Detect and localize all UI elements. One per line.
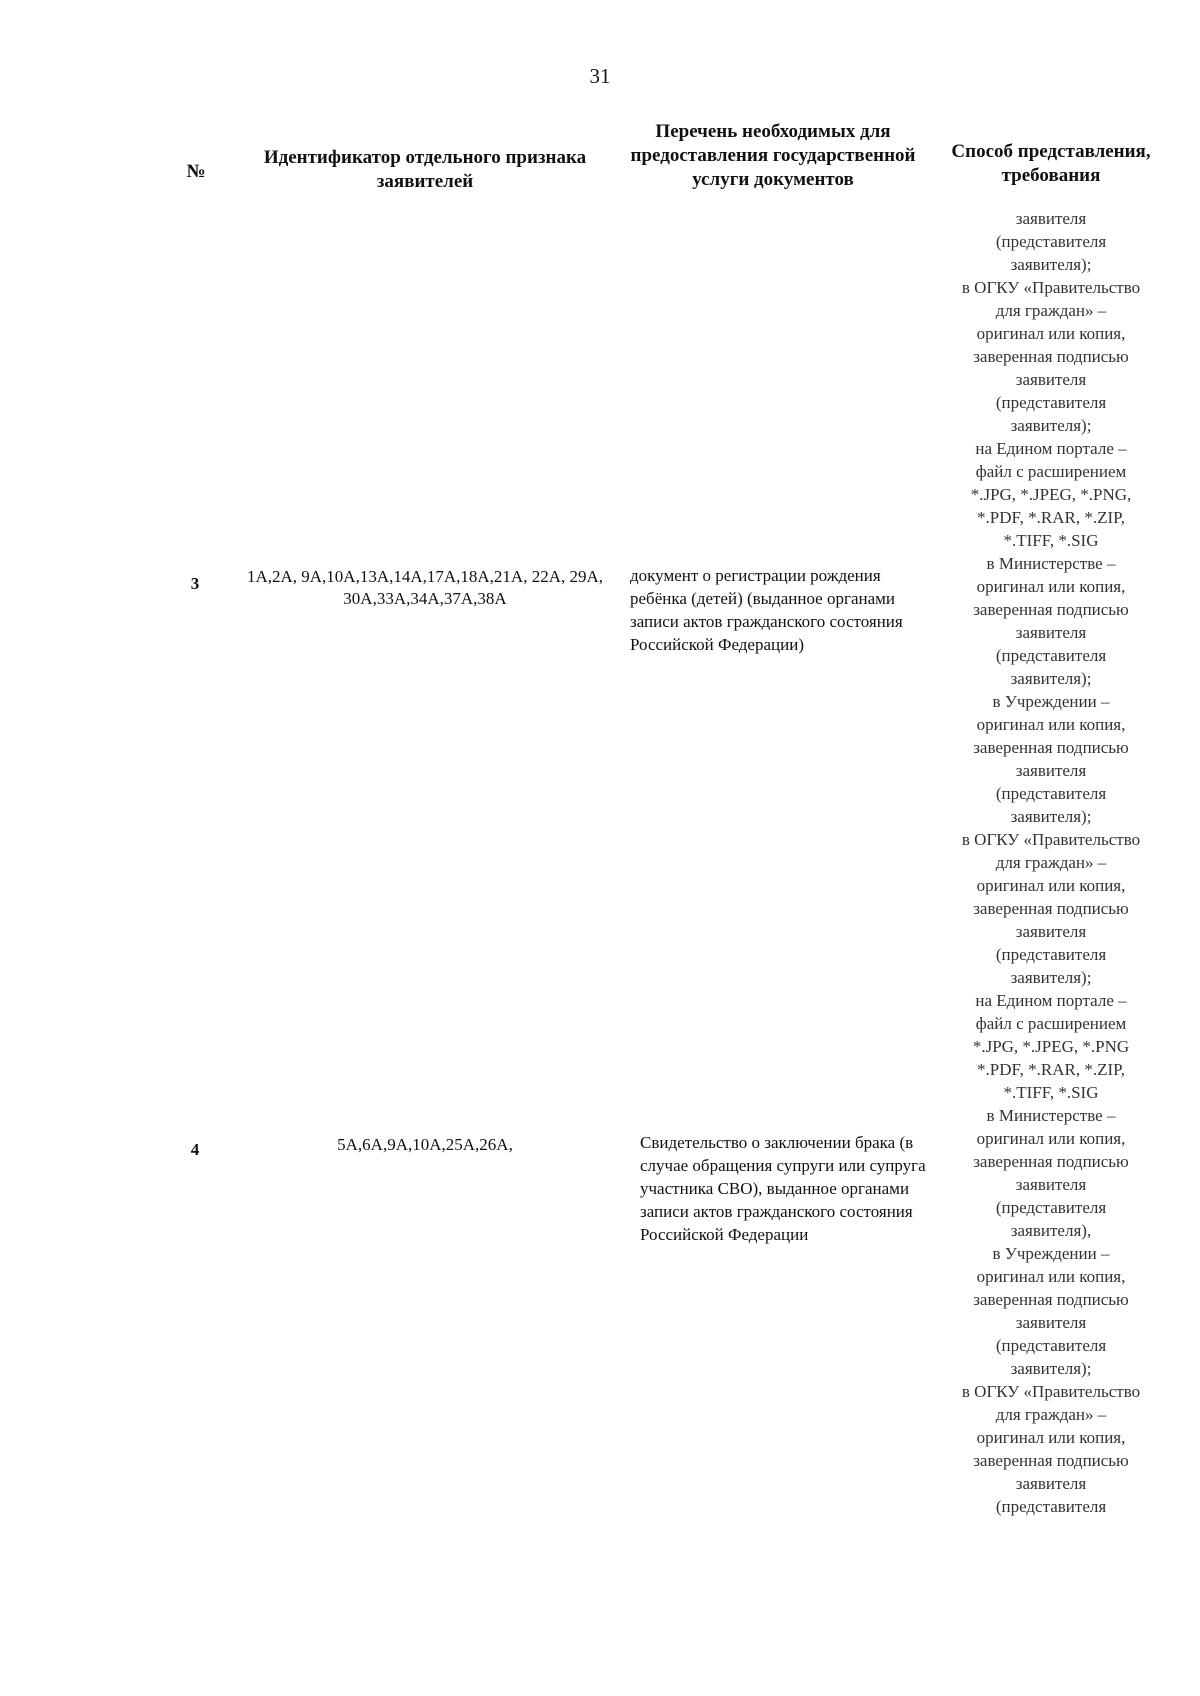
- method-line: в ОГКУ «Правительство: [961, 1382, 1141, 1401]
- method-line: заявителя: [1015, 1474, 1087, 1493]
- method-column: [930, 207, 1172, 1518]
- row-3-document: документ о регистрации рождения ребёнка (детей) (выданное органами записи актов гражданского состояния Российской Федерации): [630, 566, 903, 654]
- method-line: заявителя);: [1010, 1359, 1092, 1378]
- method-line: *.PDF, *.RAR, *.ZIP,: [977, 1060, 1125, 1079]
- method-line: (представителя: [995, 945, 1107, 964]
- method-line: заявителя);: [1010, 807, 1092, 826]
- method-line: заверенная подписью: [973, 1451, 1129, 1470]
- method-line: оригинал или копия,: [976, 1428, 1126, 1447]
- method-line: заверенная подписью: [973, 600, 1129, 619]
- method-line: в Министерстве –: [986, 554, 1116, 573]
- method-line: (представителя: [995, 1198, 1107, 1217]
- method-line: в Учреждении –: [992, 1244, 1110, 1263]
- method-line: на Едином портале –: [975, 991, 1127, 1010]
- method-line: *.JPG, *.JPEG, *.PNG,: [970, 485, 1132, 504]
- method-line: оригинал или копия,: [976, 324, 1126, 343]
- method-line: в ОГКУ «Правительство: [961, 830, 1141, 849]
- header-method: Способ представления, требования: [951, 141, 1151, 186]
- header-no: №: [186, 161, 206, 182]
- method-line: заявителя: [1015, 1175, 1087, 1194]
- method-line: для граждан» –: [995, 1405, 1107, 1424]
- row-4-number: 4: [190, 1140, 200, 1159]
- method-line: в Министерстве –: [986, 1106, 1116, 1125]
- method-line: заявителя: [1015, 761, 1087, 780]
- method-line: заверенная подписью: [973, 1290, 1129, 1309]
- method-line: (представителя: [995, 784, 1107, 803]
- method-line: для граждан» –: [995, 853, 1107, 872]
- method-line: заявителя: [1015, 209, 1087, 228]
- header-documents: Перечень необходимых для предоставления государственной услуги документов: [630, 121, 916, 190]
- method-line: заявителя: [1015, 370, 1087, 389]
- method-line: (представителя: [995, 393, 1107, 412]
- method-line: заявителя: [1015, 922, 1087, 941]
- method-line: заявителя);: [1010, 416, 1092, 435]
- method-line: *.PDF, *.RAR, *.ZIP,: [977, 508, 1125, 527]
- row-3-identifier: 1А,2А, 9А,10А,13А,14А,17А,18А,21А, 22А, 29А, 30А,33А,34А,37А,38А: [246, 567, 604, 608]
- method-line: (представителя: [995, 232, 1107, 251]
- method-line: (представителя: [995, 1497, 1107, 1516]
- method-line: *.TIFF, *.SIG: [1003, 1083, 1099, 1102]
- method-line: оригинал или копия,: [976, 577, 1126, 596]
- method-line: заявителя: [1015, 1313, 1087, 1332]
- method-line: для граждан» –: [995, 301, 1107, 320]
- method-line: в Учреждении –: [992, 692, 1110, 711]
- method-line: заявителя);: [1010, 255, 1092, 274]
- method-line: (представителя: [995, 646, 1107, 665]
- row-3-number: 3: [190, 574, 200, 593]
- method-line: заверенная подписью: [973, 899, 1129, 918]
- method-line: в ОГКУ «Правительство: [961, 278, 1141, 297]
- method-line: заявителя);: [1010, 669, 1092, 688]
- method-line: оригинал или копия,: [976, 1267, 1126, 1286]
- row-4-identifier: 5А,6А,9А,10А,25А,26А,: [337, 1135, 513, 1154]
- method-line: заверенная подписью: [973, 738, 1129, 757]
- header-identifier: Идентификатор отдельного признака заявителей: [263, 147, 587, 192]
- method-line: *.TIFF, *.SIG: [1003, 531, 1099, 550]
- method-line: заверенная подписью: [973, 1152, 1129, 1171]
- method-line: заявителя);: [1010, 968, 1092, 987]
- method-line: оригинал или копия,: [976, 1129, 1126, 1148]
- method-line: заявителя),: [1010, 1221, 1092, 1240]
- method-line: заявителя: [1015, 623, 1087, 642]
- row-4-document: Свидетельство о заключении брака (в случае обращения супруги или супруга участника СВО), выданное органами записи актов гражданского состояния Российской Федерации: [640, 1133, 926, 1244]
- method-line: оригинал или копия,: [976, 715, 1126, 734]
- method-line: (представителя: [995, 1336, 1107, 1355]
- method-line: заверенная подписью: [973, 347, 1129, 366]
- method-line: оригинал или копия,: [976, 876, 1126, 895]
- page-number: 31: [589, 64, 611, 88]
- method-line: файл с расширением: [975, 1014, 1127, 1033]
- method-line: файл с расширением: [975, 462, 1127, 481]
- method-line: на Едином портале –: [975, 439, 1127, 458]
- method-line: *.JPG, *.JPEG, *.PNG: [972, 1037, 1130, 1056]
